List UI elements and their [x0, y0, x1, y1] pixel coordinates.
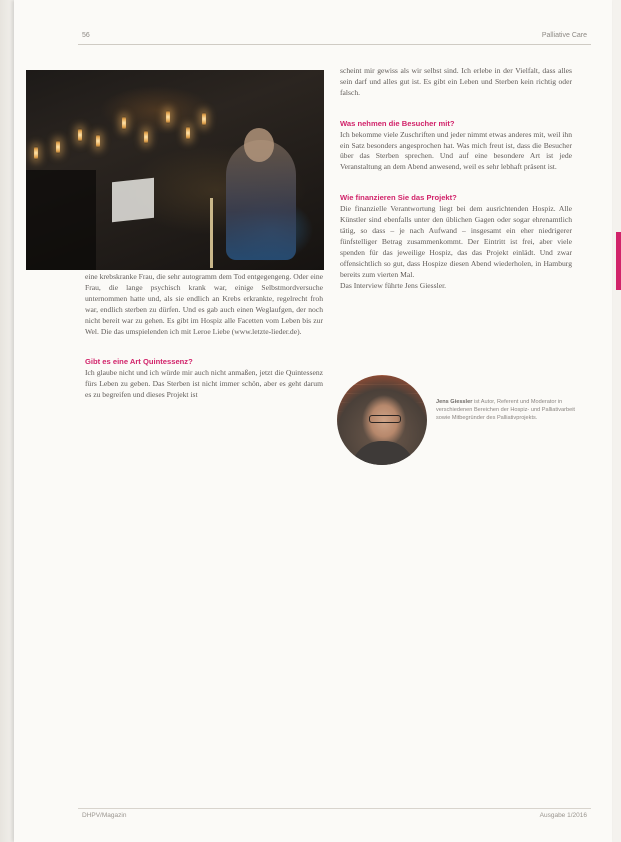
running-header	[78, 30, 591, 45]
interview-question: Wie finanzieren Sie das Projekt?	[340, 193, 457, 203]
interview-question: Was nehmen die Besucher mit?	[340, 118, 455, 128]
footer-issue: Ausgabe 1/2016	[539, 812, 587, 819]
author-bio	[436, 398, 576, 422]
article-left-column	[85, 272, 323, 401]
running-footer	[78, 808, 591, 823]
page-edge-shadow	[0, 0, 14, 842]
section-title: Palliative Care	[541, 32, 587, 39]
paragraph: Ich bekomme viele Zuschriften und jeder nimmt etwas anderes mit, weil ihn ein Satz besonders angesprochen hat. Was mich freut ist, dass die Besucher über das Sterben sprechen. Und auf eine besondere Art ist jede Veranstaltung an dem Abend anwesend, weil es sehr lebhaft präsent ist.	[340, 129, 572, 172]
paragraph: Ich glaube nicht und ich würde mir auch nicht anmaßen, jetzt die Quintessenz fürs Leben zu geben. Das Sterben ist nicht immer schön, aber es geht darum es zu begreifen und dieses Projekt ist	[85, 368, 323, 400]
paragraph: eine krebskranke Frau, die sehr autogramm dem Tod entgegengeng. Oder eine Frau, die lange psychisch krank war, einige Selbstmordversuche unternommen hatte und, als sie endlich an Krebs erkrankte, regelrecht froh war, endlich sterben zu dürfen. Und es gab auch einen Weglaufgen, der noch nicht bereit war zu gehen. Es gibt im Hospiz alle Facetten vom Leben bis zur Wel. Die das umspielenden ich mit Leroe Liebe (www.letzte-lieder.de).	[85, 272, 323, 336]
page-number: 56	[82, 32, 90, 39]
paragraph: scheint mir gewiss als wir selbst sind. Ich erlebe in der Vielfalt, dass alles sein darf und alles gut ist. Es gibt ein Leben und Sterben kein richtig oder falsch.	[340, 66, 572, 97]
article-right-column	[340, 66, 572, 291]
interview-question: Gibt es eine Art Quintessenz?	[85, 357, 193, 367]
interview-credit: Das Interview führte Jens Giessler.	[340, 280, 447, 290]
accent-tab	[616, 232, 621, 290]
concert-photo	[26, 70, 324, 270]
footer-publication: DHPV/Magazin	[82, 812, 127, 819]
paragraph: Die finanzielle Verantwortung liegt bei dem ausrichtenden Hospiz. Alle Künstler sind ebenfalls unter den üblichen Gagen oder sogar ehrenamtlich tätig, so dass – je nach Aufwand – insgesamt ein eher niedrigerer fünfstelliger Betrag zusammenkommt. Der Eintritt ist frei, aber viele spenden für das jeweilige Hospiz, das das Projekt einlädt. Und zwar offensichtlich so gut, dass Hospize diesen Abend wiederholen, in Hamburg bereits zum vierten Mal.	[340, 204, 572, 279]
author-name: Jens Giessler	[436, 399, 473, 405]
author-bio-text: ist Autor, Referent und Moderator in verschiedenen Bereichen der Hospiz- und Palliativarbeit sowie Mitbegründer des Palliativprojekts.	[436, 399, 575, 421]
author-portrait	[337, 375, 427, 465]
